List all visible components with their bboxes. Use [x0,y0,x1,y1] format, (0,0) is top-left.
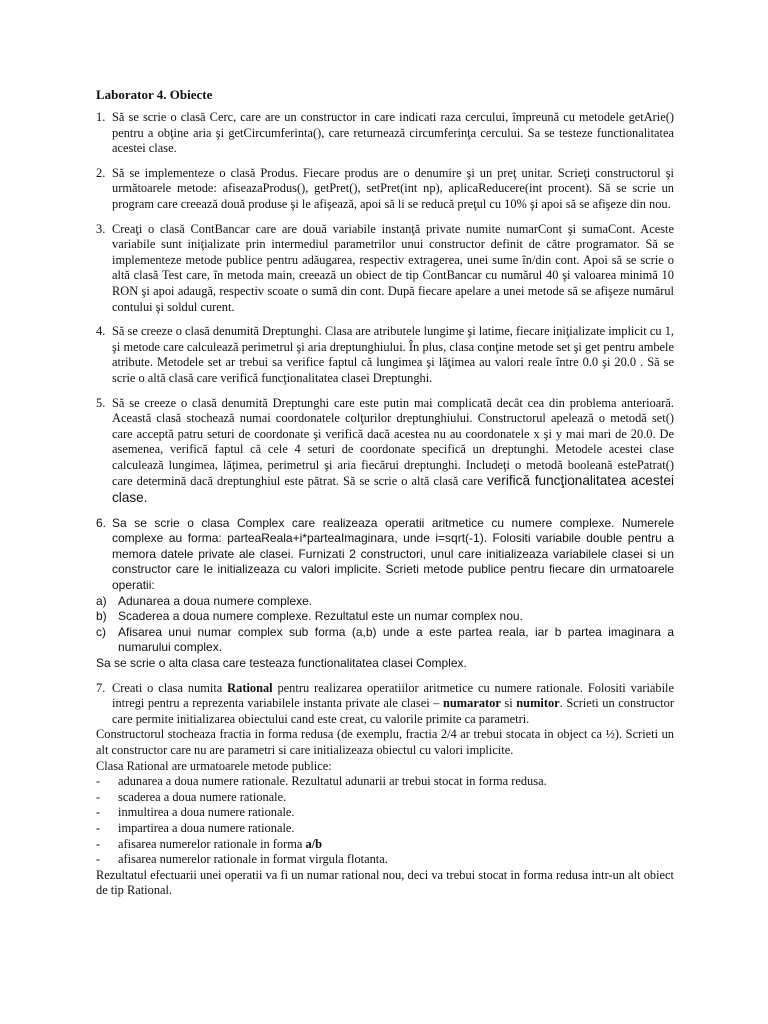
exercise-number: 3. [96,221,106,236]
exercise-text: Să se implementeze o clasă Produs. Fiecare produs are o denumire şi un preţ unitar. Scrieţi constructorul şi următoarele metode: afiseazaProdus(), getPret(), setPret(int np), aplicaReducere(int procent). Să se scrie un program care creează două produse şi le afişează, apoi să li se reducă preţul cu 10% şi apoi să se afişeze din nou. [112,165,674,211]
method-text: adunarea a doua numere rationale. Rezultatul adunarii ar trebui stocat in forma redusa. [118,774,547,789]
method-text: inmultirea a doua numere rationale. [118,805,295,820]
method-text: scaderea a doua numere rationale. [118,789,287,804]
exercise-number: 6. [96,515,107,530]
exercise-6 [96,516,674,672]
exercise-4 [96,324,674,386]
exercise-5 [96,396,674,507]
method-item: - scaderea a doua numere rationale. [96,789,287,804]
exercise-text: Să se scrie o clasă Cerc, care are un constructor in care indicati raza cercului, împreună cu metodele getArie() pentru a obţine aria şi getCircumferinta(), care returnează circumferinţa cercului. Sa se testeze functionalitatea acestei clase. [112,110,674,156]
exercise-number: 4. [96,324,106,339]
exercise-number: 5. [96,395,106,410]
exercise-2 [96,166,674,213]
exercise-text: Sa se scrie o clasa Complex care realizeaza operatii aritmetice cu numere complexe. Numerele complexe au forma: parteaReala+i*parteaImaginara, unde i=sqrt(-1). Folositi variabile double pentru a memora datele private ale clasei. Furnizati 2 constructori, unul care initializeaza variabilele clasei si un constructor care le initializeaza cu valori implicite. Scrieti metode publice pentru fiecare din urmatoarele operatii: [112,515,674,593]
text-part: Creati o clasa numita [112,680,228,695]
exercise-text-main: Să se creeze o clasă denumită Dreptunghi care este putin mai complicată decât cea din problema anterioară. Această clasă stochează numai coordonatele colţurilor dreptunghiului. Constructorul apelează o metodă set() care acceptă patru seturi de coordonate şi verifică dacă acestea nu au coordonatele x şi y mai mari de 20.0. De asemenea, verifică faptul că cele 4 seturi de coordonate specifică un dreptunghi. Metodele acestei clase calculează lungimea, lăţimea, perimetrul şi aria fiecărui dreptunghi. Includeţi o metodă booleană estePatrat() care determină dacă dreptunghiul este pătrat. Să se scrie o altă clasă care [112,395,674,489]
paragraph-constructor: Constructorul stocheaza fractia in forma redusa (de exemplu, fractia 2/4 ar trebui stocata in object ca ½). Scrieti un alt constructor care nu are parametri si care initializeaza obiectul cu valori implicite. [96,727,674,757]
sub-item-label: c) [96,624,106,639]
method-item: - afisarea numerelor rationale in forma a/b [96,836,323,851]
format-bold: a/b [305,836,323,851]
exercise-7-continued [96,727,674,899]
paragraph-methods-intro: Clasa Rational are urmatoarele metode publice: [96,758,332,773]
text-part: pentru realizarea operatiilor aritmetice cu numere rationale. Folositi variabile intregi pentru a reprezenta variabilele instanta private ale clasei – [112,680,674,711]
exercise-number: 2. [96,165,106,180]
text-part: . Scrieti un constructor care permite initializarea obiectului cand este creat, cu valorile primite ca parametri. [112,696,674,726]
method-item: - impartirea a doua numere rationale. [96,820,295,835]
exercise-text [112,681,674,728]
class-name-bold: Rational [227,680,273,695]
exercise-6-closing: Sa se scrie o alta clasa care testeaza functionalitatea clasei Complex. [96,656,467,670]
exercise-text: Creaţi o clasă ContBancar care are două variabile instanţă private numite numarCont şi sumaCont. Aceste variabile sunt iniţializate prin intermediul parametrilor unui constructor definit de către programator. Să se implementeze metode publice pentru adăugarea, respectiv extragerea, unei sume în/din cont. Apoi să se scrie o altă clasă Test care, în metoda main, creează un obiect de tip ContBancar cu numărul 40 şi valoarea minimă 10 RON şi apoi adaugă, respectiv scoate o sumă din cont. După fiecare apelare a unei metode să se afişeze numărul contului şi soldul curent. [112,221,674,314]
method-item: - adunarea a doua numere rationale. Rezultatul adunarii ar trebui stocat in forma redusa. [96,774,547,789]
method-text: impartirea a doua numere rationale. [118,820,295,835]
exercise-text: Să se creeze o clasă denumită Dreptunghi. Clasa are atributele lungime şi latime, fiecare iniţializate implicit cu 1, şi metode care calculează perimetrul şi aria dreptunghiului. În plus, clasa conţine metode set şi get pentru ambele atribute. Metodele set ar trebui sa verifice faptul că lungimea şi lăţimea au valori reale între 0.0 şi 20.0 . Să se scrie o altă clasă care verifică funcţionalitatea clasei Dreptunghi. [112,324,674,385]
method-item: - inmultirea a doua numere rationale. [96,805,295,820]
page-title: Laborator 4. Obiecte [96,87,213,102]
sub-item-c [96,625,674,656]
variable-bold: numarator [443,696,501,711]
exercise-number: 1. [96,110,106,124]
text-part: si [500,696,517,711]
exercise-1 [96,110,674,157]
exercise-text-tail: verifică funcţionalitatea acestei clase. [112,473,674,506]
sub-item-text: Afisarea unui numar complex sub forma (a,b) unde a este partea reala, iar b partea imaginara a numarului complex. [118,624,674,655]
sub-item-label: b) [96,609,107,624]
exercise-7 [96,681,674,728]
paragraph-final: Rezultatul efectuarii unei operatii va fi un numar rational nou, deci va trebui stocat in forma redusa intr-un alt obiect de tip Rational. [96,867,674,898]
variable-bold: numitor [516,696,560,711]
exercise-number: 7. [96,680,106,695]
method-text: afisarea numerelor rationale in format virgula flotanta. [118,852,388,867]
method-text: afisarea numerelor rationale in forma [118,836,306,851]
exercise-text [112,396,674,507]
sub-item-b [96,609,674,625]
exercise-3 [96,222,674,316]
sub-item-label: a) [96,593,107,608]
sub-item-a [96,594,674,610]
method-item: - afisarea numerelor rationale in format virgula flotanta. [96,852,388,867]
sub-item-text: Adunarea a doua numere complexe. [118,593,313,608]
sub-item-text: Scaderea a doua numere complexe. Rezultatul este un numar complex nou. [118,609,523,624]
